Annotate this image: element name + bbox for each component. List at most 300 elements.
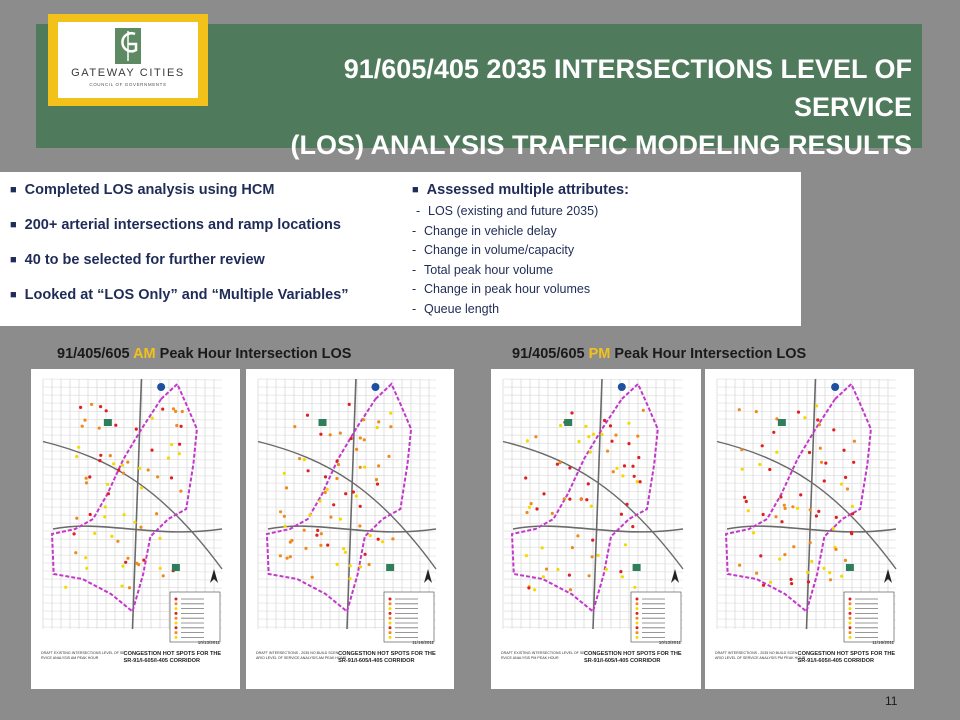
intersection-los-dot xyxy=(358,524,361,527)
intersection-los-dot xyxy=(107,492,110,495)
intersection-los-dot xyxy=(162,574,165,577)
legend-swatch xyxy=(636,631,639,634)
intersection-los-dot xyxy=(112,462,115,465)
intersection-los-dot xyxy=(820,461,823,464)
intersection-los-dot xyxy=(124,561,127,564)
intersection-los-dot xyxy=(755,410,758,413)
intersection-los-dot xyxy=(285,486,288,489)
intersection-los-dot xyxy=(138,467,141,470)
map-legend xyxy=(631,592,681,642)
intersection-los-dot xyxy=(329,433,332,436)
freeway-line xyxy=(593,379,602,629)
logo-name: GATEWAY CITIES xyxy=(71,67,185,79)
intersection-los-dot xyxy=(605,568,608,571)
intersection-los-dot xyxy=(363,466,366,469)
intersection-los-dot xyxy=(123,513,126,516)
north-arrow-icon xyxy=(424,569,432,583)
intersection-los-dot xyxy=(309,513,312,516)
intersection-los-dot xyxy=(375,478,378,481)
legend-swatch xyxy=(849,626,852,629)
intersection-los-dot xyxy=(571,546,574,549)
intersection-los-dot xyxy=(284,525,287,528)
intersection-los-dot xyxy=(589,450,592,453)
intersection-los-dot xyxy=(150,449,153,452)
intersection-los-dot xyxy=(783,553,786,556)
map-title: SR-91/I-605/I-405 CORRIDOR xyxy=(797,658,875,664)
intersection-los-dot xyxy=(809,541,812,544)
intersection-los-dot xyxy=(636,435,639,438)
map-pm-2035 xyxy=(705,369,914,689)
intersection-los-dot xyxy=(530,502,533,505)
bullet-item: ■ 40 to be selected for further review xyxy=(10,252,265,268)
state-route-shield-icon xyxy=(386,564,394,571)
bullet-item: ■ Looked at “LOS Only” and “Multiple Variables” xyxy=(10,287,349,303)
intersection-los-dot xyxy=(359,466,362,469)
intersection-los-dot xyxy=(83,419,86,422)
intersection-los-dot xyxy=(639,480,642,483)
map-title: SR-91/I-605/I-405 CORRIDOR xyxy=(338,658,415,664)
intersection-los-dot xyxy=(815,404,818,407)
intersection-los-dot xyxy=(533,588,536,591)
legend-swatch xyxy=(849,631,852,634)
intersection-los-dot xyxy=(587,482,590,485)
sub-bullet: - Change in volume/capacity xyxy=(412,243,575,257)
intersection-los-dot xyxy=(79,406,82,409)
intersection-los-dot xyxy=(159,567,162,570)
interstate-shield-icon xyxy=(831,383,839,391)
intersection-los-dot xyxy=(759,554,762,557)
intersection-los-dot xyxy=(74,551,77,554)
bullet-square-icon: ■ xyxy=(10,219,17,231)
intersection-los-dot xyxy=(85,567,88,570)
intersection-los-dot xyxy=(99,405,102,408)
intersection-los-dot xyxy=(569,588,572,591)
intersection-los-dot xyxy=(577,440,580,443)
intersection-los-dot xyxy=(587,435,590,438)
intersection-los-dot xyxy=(170,443,173,446)
intersection-los-dot xyxy=(796,507,799,510)
intersection-los-dot xyxy=(315,534,318,537)
intersection-los-dot xyxy=(326,544,329,547)
freeway-line xyxy=(347,379,356,629)
intersection-los-dot xyxy=(121,464,124,467)
legend-swatch xyxy=(636,607,639,610)
interstate-shield-icon xyxy=(371,383,379,391)
intersection-los-dot xyxy=(362,418,365,421)
intersection-los-dot xyxy=(556,568,559,571)
intersection-los-dot xyxy=(585,498,588,501)
intersection-los-dot xyxy=(621,575,624,578)
intersection-los-dot xyxy=(170,476,173,479)
intersection-los-dot xyxy=(376,483,379,486)
intersection-los-dot xyxy=(806,571,809,574)
intersection-los-dot xyxy=(791,505,794,508)
intersection-los-dot xyxy=(377,420,380,423)
intersection-los-dot xyxy=(137,563,140,566)
intersection-los-dot xyxy=(780,520,783,523)
map-draft-label: DRAFT INTERSECTIONS - 2035 NO BUILD SCEN xyxy=(715,651,798,655)
intersection-los-dot xyxy=(326,488,329,491)
legend-swatch xyxy=(849,607,852,610)
intersection-los-dot xyxy=(844,476,847,479)
intersection-los-dot xyxy=(105,409,108,412)
intersection-los-dot xyxy=(85,481,88,484)
intersection-los-dot xyxy=(835,516,838,519)
legend-swatch xyxy=(636,636,639,639)
intersection-los-dot xyxy=(828,571,831,574)
intersection-los-dot xyxy=(761,444,764,447)
intersection-los-dot xyxy=(283,515,286,518)
legend-swatch xyxy=(389,612,392,615)
intersection-los-dot xyxy=(591,555,594,558)
interstate-shield-icon xyxy=(618,383,626,391)
corridor-map-svg xyxy=(491,369,701,689)
intersection-los-dot xyxy=(319,544,322,547)
intersection-los-dot xyxy=(178,452,181,455)
legend-swatch xyxy=(389,636,392,639)
intersection-los-dot xyxy=(293,425,296,428)
freeway-line xyxy=(133,379,142,629)
intersection-los-dot xyxy=(156,475,159,478)
intersection-los-dot xyxy=(747,509,750,512)
logo-mark-icon xyxy=(115,28,141,64)
intersection-los-dot xyxy=(591,539,594,542)
intersection-los-dot xyxy=(534,435,537,438)
intersection-los-dot xyxy=(527,586,530,589)
intersection-los-dot xyxy=(286,557,289,560)
intersection-los-dot xyxy=(377,464,380,467)
corridor-map-svg xyxy=(246,369,454,689)
intersection-los-dot xyxy=(349,564,352,567)
intersection-los-dot xyxy=(289,555,292,558)
bullet-square-icon: ■ xyxy=(412,184,419,196)
corridor-map-svg xyxy=(31,369,240,689)
intersection-los-dot xyxy=(556,463,559,466)
intersection-los-dot xyxy=(762,513,765,516)
intersection-los-dot xyxy=(306,414,309,417)
map-date: 10/13/2011 xyxy=(658,640,681,645)
intersection-los-dot xyxy=(625,503,628,506)
state-route-shield-icon xyxy=(846,564,854,571)
map-draft-label: ARIO LEVEL OF SERVICE ANALYSIS PM PEAK HOUR xyxy=(715,656,806,660)
intersection-los-dot xyxy=(609,424,612,427)
intersection-los-dot xyxy=(75,517,78,520)
intersection-los-dot xyxy=(161,408,164,411)
intersection-los-dot xyxy=(772,431,775,434)
intersection-los-dot xyxy=(368,563,371,566)
intersection-los-dot xyxy=(77,446,80,449)
map-legend xyxy=(170,592,220,642)
intersection-los-dot xyxy=(324,491,327,494)
intersection-los-dot xyxy=(279,510,282,513)
intersection-los-dot xyxy=(779,495,782,498)
intersection-los-dot xyxy=(98,427,101,430)
map-draft-label: DRAFT INTERSECTIONS - 2035 NO BUILD SCEN xyxy=(256,651,339,655)
slide-title-line2: (LOS) ANALYSIS TRAFFIC MODELING RESULTS xyxy=(290,130,912,160)
intersection-los-dot xyxy=(73,532,76,535)
intersection-los-dot xyxy=(116,540,119,543)
intersection-los-dot xyxy=(568,466,571,469)
intersection-los-dot xyxy=(307,469,310,472)
intersection-los-dot xyxy=(342,547,345,550)
intersection-los-dot xyxy=(336,563,339,566)
intersection-los-dot xyxy=(851,505,854,508)
intersection-los-dot xyxy=(619,570,622,573)
intersection-los-dot xyxy=(832,527,835,530)
intersection-los-dot xyxy=(303,458,306,461)
intersection-los-dot xyxy=(135,428,138,431)
intersection-los-dot xyxy=(178,443,181,446)
intersection-los-dot xyxy=(524,476,527,479)
intersection-los-dot xyxy=(298,457,301,460)
map-title: CONGESTION HOT SPOTS FOR THE xyxy=(584,651,682,657)
legend-swatch xyxy=(175,598,178,601)
state-route-shield-icon xyxy=(104,419,112,426)
intersection-los-dot xyxy=(180,425,183,428)
intersection-los-dot xyxy=(590,505,593,508)
state-route-shield-icon xyxy=(319,419,327,426)
pm-highlight: PM xyxy=(588,346,611,362)
intersection-los-dot xyxy=(114,424,117,427)
intersection-los-dot xyxy=(319,499,322,502)
intersection-los-dot xyxy=(389,412,392,415)
intersection-los-dot xyxy=(155,512,158,515)
intersection-los-dot xyxy=(319,433,322,436)
intersection-los-dot xyxy=(844,559,847,562)
intersection-los-dot xyxy=(600,433,603,436)
map-am-existing xyxy=(31,369,240,689)
intersection-los-dot xyxy=(570,411,573,414)
intersection-los-dot xyxy=(850,531,853,534)
intersection-los-dot xyxy=(103,515,106,518)
intersection-los-dot xyxy=(755,572,758,575)
intersection-los-dot xyxy=(792,545,795,548)
intersection-los-dot xyxy=(597,554,600,557)
intersection-los-dot xyxy=(614,434,617,437)
intersection-los-dot xyxy=(853,440,856,443)
intersection-los-dot xyxy=(834,548,837,551)
intersection-los-dot xyxy=(352,490,355,493)
map-title: CONGESTION HOT SPOTS FOR THE xyxy=(797,651,896,657)
intersection-los-dot xyxy=(752,531,755,534)
bullet-square-icon: ■ xyxy=(10,184,17,196)
state-route-shield-icon xyxy=(778,419,786,426)
intersection-los-dot xyxy=(851,512,854,515)
intersection-los-dot xyxy=(90,403,93,406)
north-arrow-icon xyxy=(671,569,679,583)
intersection-los-dot xyxy=(128,586,131,589)
intersection-los-dot xyxy=(85,477,88,480)
intersection-los-dot xyxy=(840,483,843,486)
map-title: SR-91/I-605/I-405 CORRIDOR xyxy=(584,658,661,664)
intersection-los-dot xyxy=(167,456,170,459)
intersection-los-dot xyxy=(738,408,741,411)
intersection-los-dot xyxy=(620,513,623,516)
interstate-shield-icon xyxy=(157,383,165,391)
intersection-los-dot xyxy=(832,428,835,431)
intersection-los-dot xyxy=(535,507,538,510)
intersection-los-dot xyxy=(822,567,825,570)
intersection-los-dot xyxy=(799,493,802,496)
sub-bullet: - LOS (existing and future 2035) xyxy=(416,204,599,218)
am-caption: 91/405/605 AM Peak Hour Intersection LOS xyxy=(57,346,352,362)
intersection-los-dot xyxy=(316,529,319,532)
intersection-los-dot xyxy=(559,424,562,427)
intersection-los-dot xyxy=(81,425,84,428)
right-bullet-list xyxy=(412,182,792,321)
intersection-los-dot xyxy=(603,419,606,422)
legend-swatch xyxy=(389,631,392,634)
intersection-los-dot xyxy=(842,449,845,452)
intersection-los-dot xyxy=(364,553,367,556)
intersection-los-dot xyxy=(563,497,566,500)
intersection-los-dot xyxy=(743,496,746,499)
map-draft-label: RVICE ANALYSIS AM PEAK HOUR xyxy=(41,656,99,660)
legend-swatch xyxy=(849,636,852,639)
intersection-los-dot xyxy=(140,486,143,489)
legend-swatch xyxy=(849,598,852,601)
intersection-los-dot xyxy=(846,487,849,490)
bullet-item: ■ 200+ arterial intersections and ramp locations xyxy=(10,217,341,233)
intersection-los-dot xyxy=(568,574,571,577)
freeway-line xyxy=(807,379,816,629)
legend-swatch xyxy=(175,631,178,634)
study-area-boundary xyxy=(512,384,658,612)
sub-bullet: - Change in peak hour volumes xyxy=(412,282,591,296)
intersection-los-dot xyxy=(568,498,571,501)
intersection-los-dot xyxy=(117,468,120,471)
map-pm-existing xyxy=(491,369,701,689)
intersection-los-dot xyxy=(133,521,136,524)
slide-number: 11 xyxy=(885,694,898,708)
bullet-square-icon: ■ xyxy=(10,254,17,266)
intersection-los-dot xyxy=(311,576,314,579)
legend-swatch xyxy=(636,622,639,625)
intersection-los-dot xyxy=(631,465,634,468)
intersection-los-dot xyxy=(389,425,392,428)
logo-subtitle: COUNCIL OF GOVERNMENTS xyxy=(89,82,167,87)
legend-swatch xyxy=(389,617,392,620)
intersection-los-dot xyxy=(784,507,787,510)
legend-swatch xyxy=(849,602,852,605)
intersection-los-dot xyxy=(624,543,627,546)
intersection-los-dot xyxy=(636,480,639,483)
study-area-boundary xyxy=(726,384,871,612)
map-legend xyxy=(844,592,894,642)
intersection-los-dot xyxy=(840,575,843,578)
intersection-los-dot xyxy=(823,479,826,482)
intersection-los-dot xyxy=(615,467,618,470)
intersection-los-dot xyxy=(329,516,332,519)
intersection-los-dot xyxy=(817,510,820,513)
intersection-los-dot xyxy=(642,409,645,412)
intersection-los-dot xyxy=(637,456,640,459)
intersection-los-dot xyxy=(551,512,554,515)
am-highlight: AM xyxy=(133,346,156,362)
intersection-los-dot xyxy=(819,447,822,450)
intersection-los-dot xyxy=(803,416,806,419)
intersection-los-dot xyxy=(332,503,335,506)
intersection-los-dot xyxy=(829,578,832,581)
bullet-heading: ■ Assessed multiple attributes: xyxy=(412,182,629,198)
map-title: CONGESTION HOT SPOTS FOR THE xyxy=(338,651,436,657)
intersection-los-dot xyxy=(818,423,821,426)
intersection-los-dot xyxy=(810,560,813,563)
bullet-item: ■ Completed LOS analysis using HCM xyxy=(10,182,275,198)
intersection-los-dot xyxy=(606,450,609,453)
map-draft-label: DRAFT EXISTING INTERSECTIONS LEVEL OF SE xyxy=(501,651,585,655)
intersection-los-dot xyxy=(588,574,591,577)
map-am-2035 xyxy=(246,369,454,689)
legend-swatch xyxy=(175,636,178,639)
intersection-los-dot xyxy=(809,508,812,511)
intersection-los-dot xyxy=(815,514,818,517)
slide-title-line1: 91/605/405 2035 INTERSECTIONS LEVEL OF SERVICE xyxy=(343,54,912,122)
intersection-los-dot xyxy=(559,461,562,464)
corridor-map-svg xyxy=(705,369,914,689)
intersection-los-dot xyxy=(99,454,102,457)
intersection-los-dot xyxy=(542,575,545,578)
intersection-los-dot xyxy=(627,442,630,445)
legend-swatch xyxy=(389,622,392,625)
intersection-los-dot xyxy=(852,461,855,464)
intersection-los-dot xyxy=(783,504,786,507)
intersection-los-dot xyxy=(303,529,306,532)
state-route-shield-icon xyxy=(633,564,641,571)
intersection-los-dot xyxy=(104,505,107,508)
intersection-los-dot xyxy=(631,525,634,528)
intersection-los-dot xyxy=(121,565,124,568)
intersection-los-dot xyxy=(758,463,761,466)
intersection-los-dot xyxy=(174,410,177,413)
legend-swatch xyxy=(175,617,178,620)
intersection-los-dot xyxy=(592,433,595,436)
intersection-los-dot xyxy=(320,532,323,535)
intersection-los-dot xyxy=(741,468,744,471)
intersection-los-dot xyxy=(580,498,583,501)
intersection-los-dot xyxy=(348,403,351,406)
legend-swatch xyxy=(389,626,392,629)
legend-swatch xyxy=(175,607,178,610)
intersection-los-dot xyxy=(142,559,145,562)
intersection-los-dot xyxy=(84,556,87,559)
intersection-los-dot xyxy=(824,462,827,465)
intersection-los-dot xyxy=(181,410,184,413)
legend-swatch xyxy=(636,598,639,601)
gateway-cities-logo xyxy=(58,22,198,98)
intersection-los-dot xyxy=(335,477,338,480)
intersection-los-dot xyxy=(339,432,342,435)
intersection-los-dot xyxy=(387,455,390,458)
intersection-los-dot xyxy=(391,537,394,540)
intersection-los-dot xyxy=(122,472,125,475)
intersection-los-dot xyxy=(64,586,67,589)
intersection-los-dot xyxy=(147,468,150,471)
left-bullet-list xyxy=(10,182,400,322)
map-title: CONGESTION HOT SPOTS FOR THE xyxy=(123,651,222,657)
legend-swatch xyxy=(636,626,639,629)
intersection-los-dot xyxy=(75,455,78,458)
map-draft-label: DRAFT EXISTING INTERSECTIONS LEVEL OF SE xyxy=(41,651,125,655)
intersection-los-dot xyxy=(542,492,545,495)
intersection-los-dot xyxy=(151,417,154,420)
intersection-los-dot xyxy=(627,422,630,425)
intersection-los-dot xyxy=(126,557,129,560)
state-route-shield-icon xyxy=(564,419,572,426)
intersection-los-dot xyxy=(541,546,544,549)
intersection-los-dot xyxy=(344,551,347,554)
intersection-los-dot xyxy=(359,505,362,508)
